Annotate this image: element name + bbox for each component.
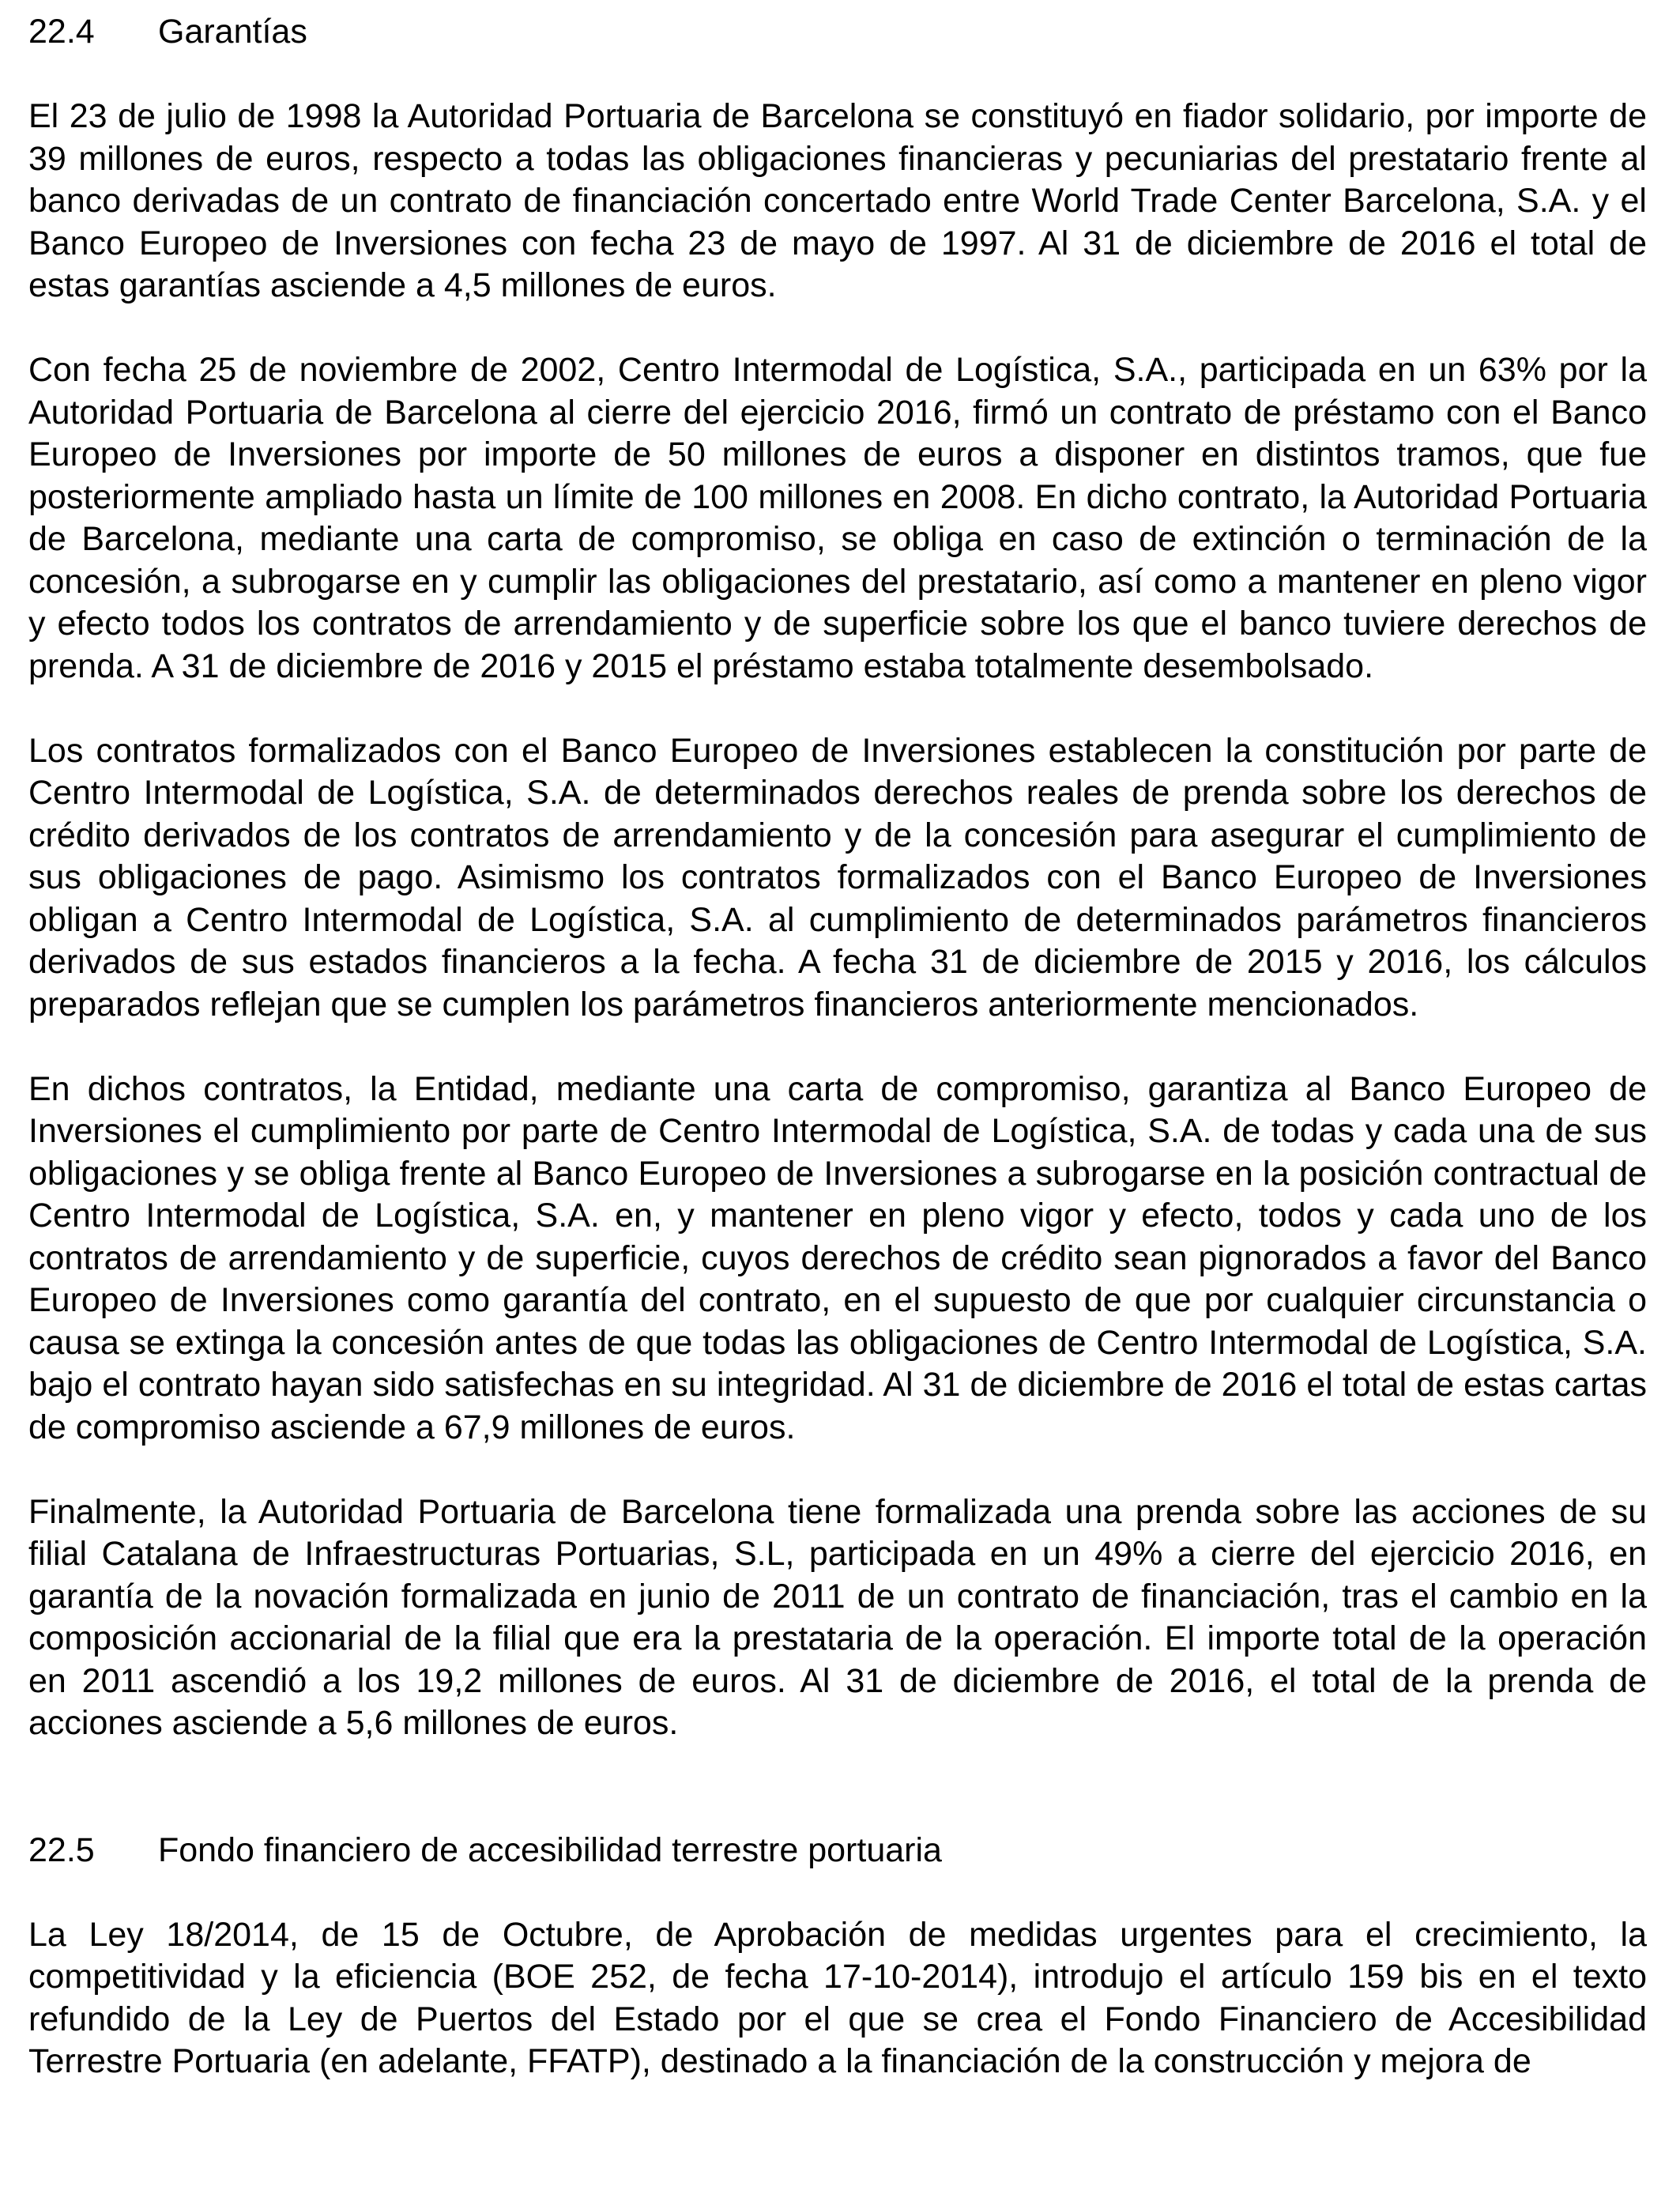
paragraph-prestamo-cilsa: Con fecha 25 de noviembre de 2002, Centro Intermodal de Logística, S.A., participada en un 63% por la Autoridad Portuaria de Barcelona al cierre del ejercicio 2016, firmó un contrato de préstamo con el Banco Europeo de Inversiones por importe de 50 millones de euros a disponer en distintos tramos, que fue posteriormente ampliado hasta un límite de 100 millones en 2008. En dicho contrato, la Autoridad Portuaria de Barcelona, mediante una carta de compromiso, se obliga en caso de extinción o terminación de la concesión, a subrogarse en y cumplir las obligaciones del prestatario, así como a mantener en pleno vigor y efecto todos los contratos de arrendamiento y de superficie sobre los que el banco tuviere derechos de prenda. A 31 de diciembre de 2016 y 2015 el préstamo estaba totalmente desembolsado. [28, 351, 1647, 685]
section-heading-22-4 [28, 11, 1647, 54]
document-page [28, 11, 1647, 2083]
section-number: 22.5 [28, 1830, 95, 1869]
paragraph-carta-compromiso: En dichos contratos, la Entidad, mediante una carta de compromiso, garantiza al Banco Europeo de Inversiones el cumplimiento por parte de Centro Intermodal de Logística, S.A. de todas y cada una de sus obligaciones y se obliga frente al Banco Europeo de Inversiones a subrogarse en la posición contractual de Centro Intermodal de Logística, S.A. en, y mantener en pleno vigor y efecto, todos y cada uno de los contratos de arrendamiento y de superficie, cuyos derechos de crédito sean pignorados a favor del Banco Europeo de Inversiones como garantía del contrato, en el supuesto de que por cualquier circunstancia o causa se extinga la concesión antes de que todas las obligaciones de Centro Intermodal de Logística, S.A. bajo el contrato hayan sido satisfechas en su integridad. Al 31 de diciembre de 2016 el total de estas cartas de compromiso asciende a 67,9 millones de euros. [28, 1069, 1647, 1446]
section-number: 22.4 [28, 13, 95, 51]
paragraph-prenda-acciones: Finalmente, la Autoridad Portuaria de Barcelona tiene formalizada una prenda sobre las acciones de su filial Catalana de Infraestructuras Portuarias, S.L, participada en un 49% a cierre del ejercicio 2016, en garantía de la novación formalizada en junio de 2011 de un contrato de financiación, tras el cambio en la composición accionarial de la filial que era la prestataria de la operación. El importe total de la operación en 2011 ascendió a los 19,2 millones de euros. Al 31 de diciembre de 2016, el total de la prenda de acciones asciende a 5,6 millones de euros. [28, 1492, 1647, 1742]
paragraph-contratos-bei: Los contratos formalizados con el Banco Europeo de Inversiones establecen la constitución por parte de Centro Intermodal de Logística, S.A. de determinados derechos reales de prenda sobre los derechos de crédito derivados de los contratos de arrendamiento y de la concesión para asegurar el cumplimiento de sus obligaciones de pago. Asimismo los contratos formalizados con el Banco Europeo de Inversiones obligan a Centro Intermodal de Logística, S.A. al cumplimiento de determinados parámetros financieros derivados de sus estados financieros a la fecha. A fecha 31 de diciembre de 2015 y 2016, los cálculos preparados reflejan que se cumplen los parámetros financieros anteriormente mencionados. [28, 731, 1647, 1023]
section-heading-22-5 [28, 1830, 1647, 1872]
section-title: Garantías [158, 13, 307, 51]
section-title: Fondo financiero de accesibilidad terrestre portuaria [158, 1830, 942, 1869]
paragraph-garantia-wtc: El 23 de julio de 1998 la Autoridad Portuaria de Barcelona se constituyó en fiador solidario, por importe de 39 millones de euros, respecto a todas las obligaciones financieras y pecuniarias del prestatario frente al banco derivadas de un contrato de financiación concertado entre World Trade Center Barcelona, S.A. y el Banco Europeo de Inversiones con fecha 23 de mayo de 1997. Al 31 de diciembre de 2016 el total de estas garantías asciende a 4,5 millones de euros. [28, 97, 1647, 304]
paragraph-ffatp: La Ley 18/2014, de 15 de Octubre, de Aprobación de medidas urgentes para el crecimiento, la competitividad y la eficiencia (BOE 252, de fecha 17-10-2014), introdujo el artículo 159 bis en el texto refundido de la Ley de Puertos del Estado por el que se crea el Fondo Financiero de Accesibilidad Terrestre Portuaria (en adelante, FFATP), destinado a la financiación de la construcción y mejora de [28, 1915, 1647, 2080]
